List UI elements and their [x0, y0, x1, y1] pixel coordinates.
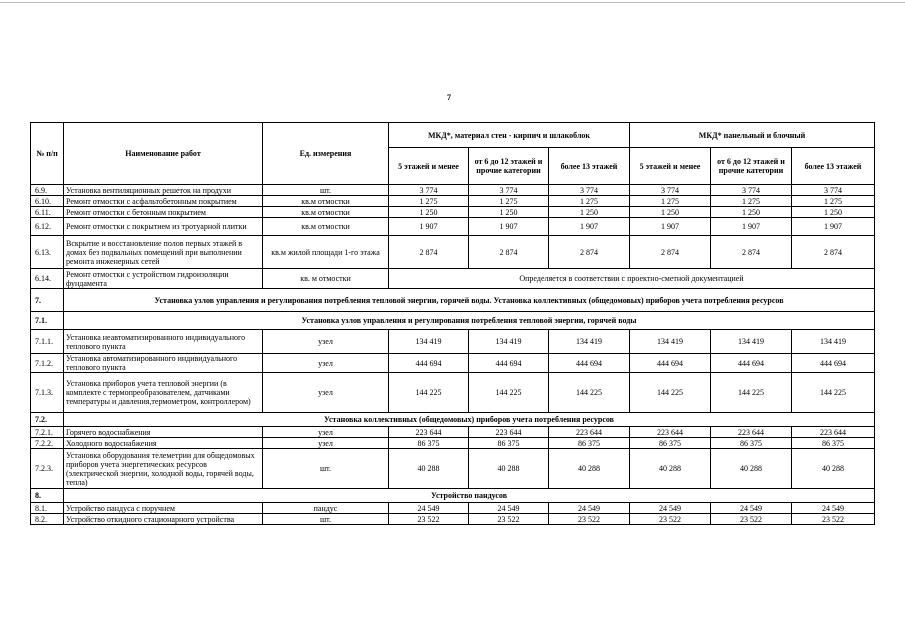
value-cell: 223 644	[630, 427, 711, 438]
work-name: Установка неавтоматизированного индивидуального теплового пункта	[64, 330, 263, 354]
work-name: Вскрытие и восстановление полов первых этажей в домах без подвальных помещений при выполнении ремонта инженерных сетей	[64, 236, 263, 269]
row-number: 7.1.1.	[31, 330, 64, 354]
value-cell: 23 522	[549, 514, 630, 525]
header-sub: более 13 этажей	[792, 148, 875, 185]
value-cell: 223 644	[469, 427, 549, 438]
value-cell: 223 644	[792, 427, 875, 438]
table-row	[31, 438, 875, 449]
table-row	[31, 236, 875, 269]
value-cell: 134 419	[630, 330, 711, 354]
unit-cell: кв.м отмостки	[263, 196, 389, 207]
value-cell: 1 275	[630, 196, 711, 207]
value-cell: 86 375	[630, 438, 711, 449]
work-name: Ремонт отмостки с асфальтобетонным покрытием	[64, 196, 263, 207]
row-number: 8.2.	[31, 514, 64, 525]
table-row	[31, 218, 875, 236]
row-number: 7.	[31, 289, 64, 312]
header-group-brick: МКД*, материал стен - кирпич и шлакоблок	[389, 123, 630, 148]
value-cell: 444 694	[792, 354, 875, 373]
value-cell: 40 288	[549, 449, 630, 489]
row-number: 6.14.	[31, 269, 64, 289]
value-cell: 24 549	[389, 503, 469, 514]
table-row	[31, 207, 875, 218]
value-cell: 24 549	[549, 503, 630, 514]
header-unit: Ед. измерения	[263, 123, 389, 185]
value-cell: 24 549	[630, 503, 711, 514]
value-cell: 1 907	[549, 218, 630, 236]
work-name: Установка вентиляционных решеток на продухи	[64, 185, 263, 196]
value-cell: 3 774	[711, 185, 792, 196]
unit-cell: кв.м отмостки	[263, 218, 389, 236]
table-row	[31, 413, 875, 427]
scan-edge-line	[0, 2, 905, 3]
header-sub: 5 этажей и менее	[389, 148, 469, 185]
table-row	[31, 514, 875, 525]
header-sub: более 13 этажей	[549, 148, 630, 185]
value-cell: 1 250	[549, 207, 630, 218]
value-cell: 444 694	[389, 354, 469, 373]
unit-cell: шт.	[263, 514, 389, 525]
value-cell: 223 644	[549, 427, 630, 438]
value-cell: 23 522	[792, 514, 875, 525]
value-cell: 1 250	[792, 207, 875, 218]
value-cell: 40 288	[469, 449, 549, 489]
table-row	[31, 427, 875, 438]
work-name: Устройство пандуса с поручнем	[64, 503, 263, 514]
unit-cell: кв.м отмостки	[263, 207, 389, 218]
merged-note: Определяется в соответствии с проектно-сметной документацией	[389, 269, 875, 289]
row-number: 8.	[31, 489, 64, 503]
value-cell: 1 907	[630, 218, 711, 236]
value-cell: 1 275	[469, 196, 549, 207]
row-number: 6.10.	[31, 196, 64, 207]
value-cell: 1 275	[549, 196, 630, 207]
value-cell: 86 375	[711, 438, 792, 449]
value-cell: 24 549	[711, 503, 792, 514]
value-cell: 40 288	[630, 449, 711, 489]
value-cell: 1 250	[711, 207, 792, 218]
value-cell: 3 774	[630, 185, 711, 196]
value-cell: 24 549	[792, 503, 875, 514]
table-row	[31, 354, 875, 373]
unit-cell: шт.	[263, 185, 389, 196]
unit-cell: кв. м отмостки	[263, 269, 389, 289]
section-title: Установка коллективных (общедомовых) приборов учета потребления ресурсов	[64, 413, 875, 427]
value-cell: 223 644	[389, 427, 469, 438]
value-cell: 444 694	[469, 354, 549, 373]
value-cell: 23 522	[389, 514, 469, 525]
row-number: 7.2.3.	[31, 449, 64, 489]
work-name: Ремонт отмостки с покрытием из тротуарной плитки	[64, 218, 263, 236]
row-number: 6.13.	[31, 236, 64, 269]
table-row	[31, 185, 875, 196]
page-number: 7	[447, 93, 451, 102]
value-cell: 86 375	[469, 438, 549, 449]
row-number: 6.12.	[31, 218, 64, 236]
value-cell: 2 874	[792, 236, 875, 269]
unit-cell: узел	[263, 373, 389, 413]
value-cell: 3 774	[389, 185, 469, 196]
row-number: 7.2.2.	[31, 438, 64, 449]
value-cell: 223 644	[711, 427, 792, 438]
row-number: 7.1.3.	[31, 373, 64, 413]
row-number: 7.2.1.	[31, 427, 64, 438]
header-row-1	[31, 123, 875, 148]
work-name: Установка автоматизированного индивидуального теплового пункта	[64, 354, 263, 373]
row-number: 6.11.	[31, 207, 64, 218]
header-group-panel: МКД* панельный и блочный	[630, 123, 875, 148]
value-cell: 1 250	[389, 207, 469, 218]
value-cell: 144 225	[469, 373, 549, 413]
unit-cell: пандус	[263, 503, 389, 514]
table-row	[31, 503, 875, 514]
value-cell: 1 250	[630, 207, 711, 218]
row-number: 7.2.	[31, 413, 64, 427]
price-table	[30, 122, 875, 525]
value-cell: 23 522	[711, 514, 792, 525]
value-cell: 134 419	[549, 330, 630, 354]
work-name: Установка оборудования телеметрии для общедомовых приборов учета энергетических ресурсов (электрической энергии, холодной воды, горячей воды, тепла)	[64, 449, 263, 489]
value-cell: 1 275	[792, 196, 875, 207]
value-cell: 1 907	[469, 218, 549, 236]
row-number: 7.1.	[31, 312, 64, 330]
header-name: Наименование работ	[64, 123, 263, 185]
value-cell: 1 907	[389, 218, 469, 236]
header-num: № п/п	[31, 123, 64, 185]
value-cell: 134 419	[792, 330, 875, 354]
value-cell: 24 549	[469, 503, 549, 514]
value-cell: 144 225	[389, 373, 469, 413]
value-cell: 23 522	[630, 514, 711, 525]
section-title: Установка узлов управления и регулирования потребления тепловой энергии, горячей воды	[64, 312, 875, 330]
work-name: Ремонт отмостки с бетонным покрытием	[64, 207, 263, 218]
unit-cell: узел	[263, 354, 389, 373]
value-cell: 1 907	[792, 218, 875, 236]
section-title: Установка узлов управления и регулирования потребления тепловой энергии, горячей воды. Установка коллективных (общедомовых) приборов учета потребления ресурсов	[64, 289, 875, 312]
value-cell: 40 288	[389, 449, 469, 489]
work-name: Ремонт отмостки с устройством гидроизоляции фундамента	[64, 269, 263, 289]
value-cell: 1 250	[469, 207, 549, 218]
work-name: Горячего водоснабжения	[64, 427, 263, 438]
value-cell: 40 288	[792, 449, 875, 489]
unit-cell: узел	[263, 438, 389, 449]
work-name: Установка приборов учета тепловой энергии (в комплекте с термопреобразователем, датчиками температуры и давления,термометром, контроллером)	[64, 373, 263, 413]
work-name: Холодного водоснабжения	[64, 438, 263, 449]
table-body	[31, 185, 875, 525]
value-cell: 40 288	[711, 449, 792, 489]
value-cell: 444 694	[630, 354, 711, 373]
value-cell: 86 375	[792, 438, 875, 449]
value-cell: 134 419	[389, 330, 469, 354]
table-row	[31, 373, 875, 413]
value-cell: 86 375	[549, 438, 630, 449]
value-cell: 23 522	[469, 514, 549, 525]
value-cell: 1 907	[711, 218, 792, 236]
value-cell: 2 874	[549, 236, 630, 269]
value-cell: 2 874	[389, 236, 469, 269]
unit-cell: узел	[263, 330, 389, 354]
value-cell: 3 774	[549, 185, 630, 196]
value-cell: 3 774	[792, 185, 875, 196]
row-number: 8.1.	[31, 503, 64, 514]
row-number: 7.1.2.	[31, 354, 64, 373]
table-row	[31, 196, 875, 207]
table-row	[31, 489, 875, 503]
table-row	[31, 449, 875, 489]
unit-cell: узел	[263, 427, 389, 438]
section-title: Устройство пандусов	[64, 489, 875, 503]
header-sub: 5 этажей и менее	[630, 148, 711, 185]
value-cell: 144 225	[630, 373, 711, 413]
table-row	[31, 312, 875, 330]
value-cell: 3 774	[469, 185, 549, 196]
header-sub: от 6 до 12 этажей и прочие категории	[711, 148, 792, 185]
value-cell: 2 874	[630, 236, 711, 269]
work-name: Устройство откидного стационарного устройства	[64, 514, 263, 525]
value-cell: 144 225	[711, 373, 792, 413]
value-cell: 1 275	[711, 196, 792, 207]
table-row	[31, 330, 875, 354]
value-cell: 2 874	[711, 236, 792, 269]
header-sub: от 6 до 12 этажей и прочие категории	[469, 148, 549, 185]
unit-cell: кв.м жилой площади 1-го этажа	[263, 236, 389, 269]
value-cell: 134 419	[711, 330, 792, 354]
table-row	[31, 269, 875, 289]
value-cell: 144 225	[549, 373, 630, 413]
value-cell: 86 375	[389, 438, 469, 449]
value-cell: 1 275	[389, 196, 469, 207]
row-number: 6.9.	[31, 185, 64, 196]
value-cell: 444 694	[711, 354, 792, 373]
value-cell: 144 225	[792, 373, 875, 413]
value-cell: 2 874	[469, 236, 549, 269]
value-cell: 444 694	[549, 354, 630, 373]
table-row	[31, 289, 875, 312]
unit-cell: шт.	[263, 449, 389, 489]
value-cell: 134 419	[469, 330, 549, 354]
